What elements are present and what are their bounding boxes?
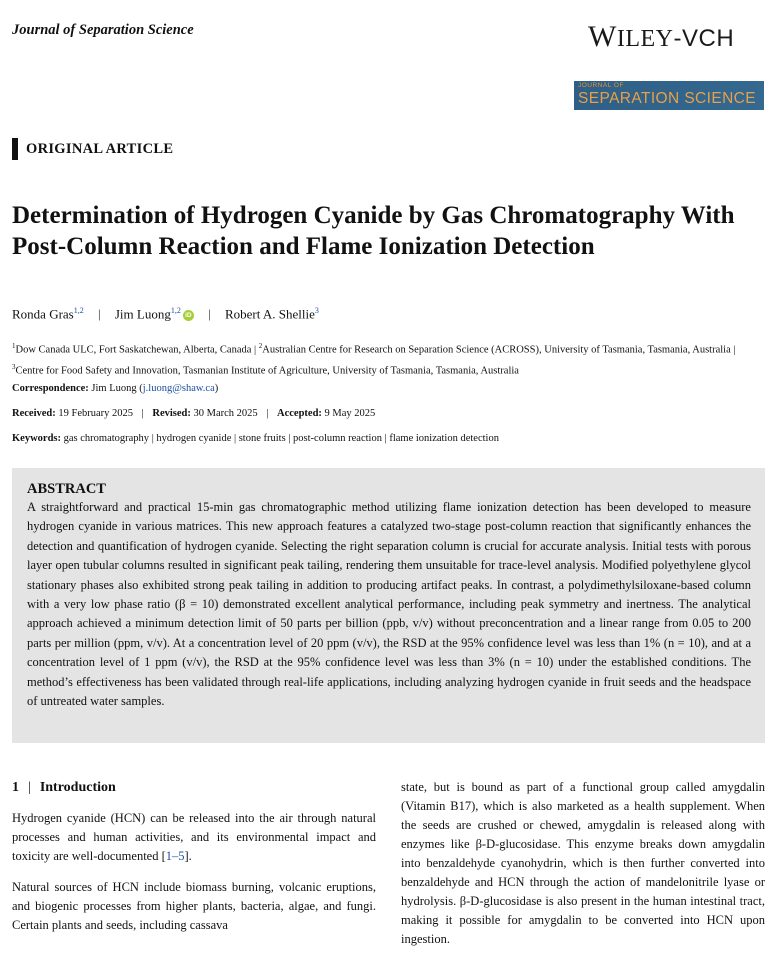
correspondence-email-link[interactable]: j.luong@shaw.ca xyxy=(142,383,215,394)
keyword-separator: | xyxy=(384,433,387,444)
article-dates xyxy=(12,408,375,419)
keywords-line xyxy=(12,433,499,444)
keyword-separator: | xyxy=(233,433,237,444)
date-separator: | xyxy=(141,408,144,419)
paragraph-text: Hydrogen cyanide (HCN) can be released into the air through natural processes and human activities, and its environmental impact and toxicity are well-documented [ xyxy=(12,811,376,863)
author-separator: | xyxy=(98,306,101,322)
body-paragraph: state, but is bound as part of a functional group called amygdalin (Vitamin B17), which is also marketed as a health supplement. When the seeds are crushed or chewed, amygdalin is released along with enzymes like β-D-glucosidase. This enzyme breaks down amygdalin into benzaldehyde cyanohydrin, which is then further converted into benzaldehyde and HCN through the action of mandelonitrile lyase or hydrolysis. β-D-glucosidase is also present in the human intestinal tract, making it possible for amygdalin to be converted into HCN upon ingestion. xyxy=(401,780,765,946)
logo-letters-iley: ILEY xyxy=(616,26,674,52)
abstract-box xyxy=(12,468,765,743)
logo-letter-w: W xyxy=(588,20,617,53)
author-name[interactable]: Jim Luong xyxy=(114,306,171,322)
paragraph-text-end: ]. xyxy=(184,849,192,863)
abstract-text: A straightforward and practical 15-min gas chromatographic method utilizing flame ionization detection has been developed to measure hydrogen cyanide in various matrices. This new approach features a catalyzed two-stage post-column reaction that significantly enhances the detection and quantification of hydrogen cyanide. Selecting the right separation column is crucial for accurate analysis. Initial tests with porous layer open tubular columns resulted in significant peak tailing, rendering them unsuitable for trace-level analysis. Modified polyethylene glycol stationary phases also exhibited strong peak tailing in addition to producing artifact peaks. In contrast, a polydimethylsiloxane-based column with a very low phase ratio (β = 10) demonstrated excellent analytical performance, including peak symmetry and inertness. The analytical approach achieved a minimum detection limit of 50 parts per billion (ppb, v/v) without preconcentration and a linear range from 0.05 to 200 parts per million (ppm, v/v). At a concentration level of 20 ppm (v/v), the RSD at the 95% confidence level was less than 1% (n = 10), and at a concentration level of 1 ppm (v/v), the RSD at the 95% confidence level was less than 3% (n = 10) under the established conditions. The method’s effectiveness has been validated through real-life applications, including analyzing hydrogen cyanide in fruit seeds and the headspace of untreated water samples. xyxy=(27,500,751,709)
affiliations xyxy=(12,338,768,379)
section-bar: | xyxy=(28,780,31,795)
keyword[interactable]: stone fruits xyxy=(238,433,286,444)
body-paragraph xyxy=(12,809,376,866)
body-column-left xyxy=(12,778,376,947)
abstract-heading: ABSTRACT xyxy=(27,481,106,497)
section-number: 1 xyxy=(12,780,19,795)
affiliation-number: 3 xyxy=(12,362,16,371)
orcid-icon[interactable]: iD xyxy=(183,310,194,321)
keywords-label: Keywords: xyxy=(12,433,61,444)
affiliation-separator: | xyxy=(254,344,257,356)
keyword-separator: | xyxy=(151,433,154,444)
section-title: Introduction xyxy=(39,780,116,795)
journal-logo-big-text: SEPARATION SCIENCE xyxy=(578,90,757,107)
received-date: 19 February 2025 xyxy=(58,408,134,419)
correspondence-line: Correspondence: Jim Luong (j.luong@shaw.ca) xyxy=(12,383,219,394)
author-separator: | xyxy=(208,306,211,322)
author-affiliation-ref[interactable]: 1,2 xyxy=(73,306,84,315)
journal-logo-small-text: JOURNAL OF xyxy=(578,82,624,89)
logo-vch: -VCH xyxy=(673,25,735,52)
author-name[interactable]: Ronda Gras xyxy=(12,306,74,322)
reference-link[interactable]: 1–5 xyxy=(165,849,185,863)
affiliation-separator: | xyxy=(733,344,736,356)
wiley-vch-logo xyxy=(588,20,734,54)
journal-logo xyxy=(574,81,764,110)
author-affiliation-ref[interactable]: 1,2 xyxy=(170,306,181,315)
article-title: Determination of Hydrogen Cyanide by Gas Chromatography With Post-Column Reaction and Flame Ionization Detection xyxy=(12,202,735,260)
affiliation-text: Centre for Food Safety and Innovation, Tasmanian Institute of Agriculture, University of Tasmania, Tasmania, Australia xyxy=(15,365,519,376)
keyword-separator: | xyxy=(288,433,291,444)
correspondence-label: Correspondence: xyxy=(12,383,89,394)
date-separator: | xyxy=(266,408,269,419)
author-name[interactable]: Robert A. Shellie xyxy=(224,306,315,322)
body-paragraph: Natural sources of HCN include biomass burning, volcanic eruptions, and biogenic processes from higher plants, bacteria, algae, and fungi. Certain plants and seeds, including cassava xyxy=(12,880,376,932)
revised-date: 30 March 2025 xyxy=(193,408,258,419)
correspondence-name: Jim Luong xyxy=(91,383,137,394)
journal-name: Journal of Separation Science xyxy=(12,22,194,38)
article-type-label: ORIGINAL ARTICLE xyxy=(12,138,173,160)
accepted-date: 9 May 2025 xyxy=(324,408,376,419)
author-list xyxy=(12,306,319,322)
affiliation-text: Dow Canada ULC, Fort Saskatchewan, Alberta, Canada xyxy=(15,344,252,356)
affiliation-text: Australian Centre for Research on Separation Science (ACROSS), University of Tasmania, Tasmania, Australia xyxy=(262,344,731,356)
author-affiliation-ref[interactable]: 3 xyxy=(314,306,319,315)
section-heading xyxy=(12,778,376,797)
affiliation-number: 1 xyxy=(12,342,16,350)
keyword[interactable]: flame ionization detection xyxy=(389,433,499,444)
keyword[interactable]: post-column reaction xyxy=(293,433,382,444)
affiliation-number: 2 xyxy=(258,342,263,350)
keyword[interactable]: gas chromatography xyxy=(63,433,150,444)
received-label: Received: xyxy=(12,408,56,419)
accepted-label: Accepted: xyxy=(277,408,322,419)
keyword[interactable]: hydrogen cyanide xyxy=(156,433,232,444)
revised-label: Revised: xyxy=(152,408,191,419)
